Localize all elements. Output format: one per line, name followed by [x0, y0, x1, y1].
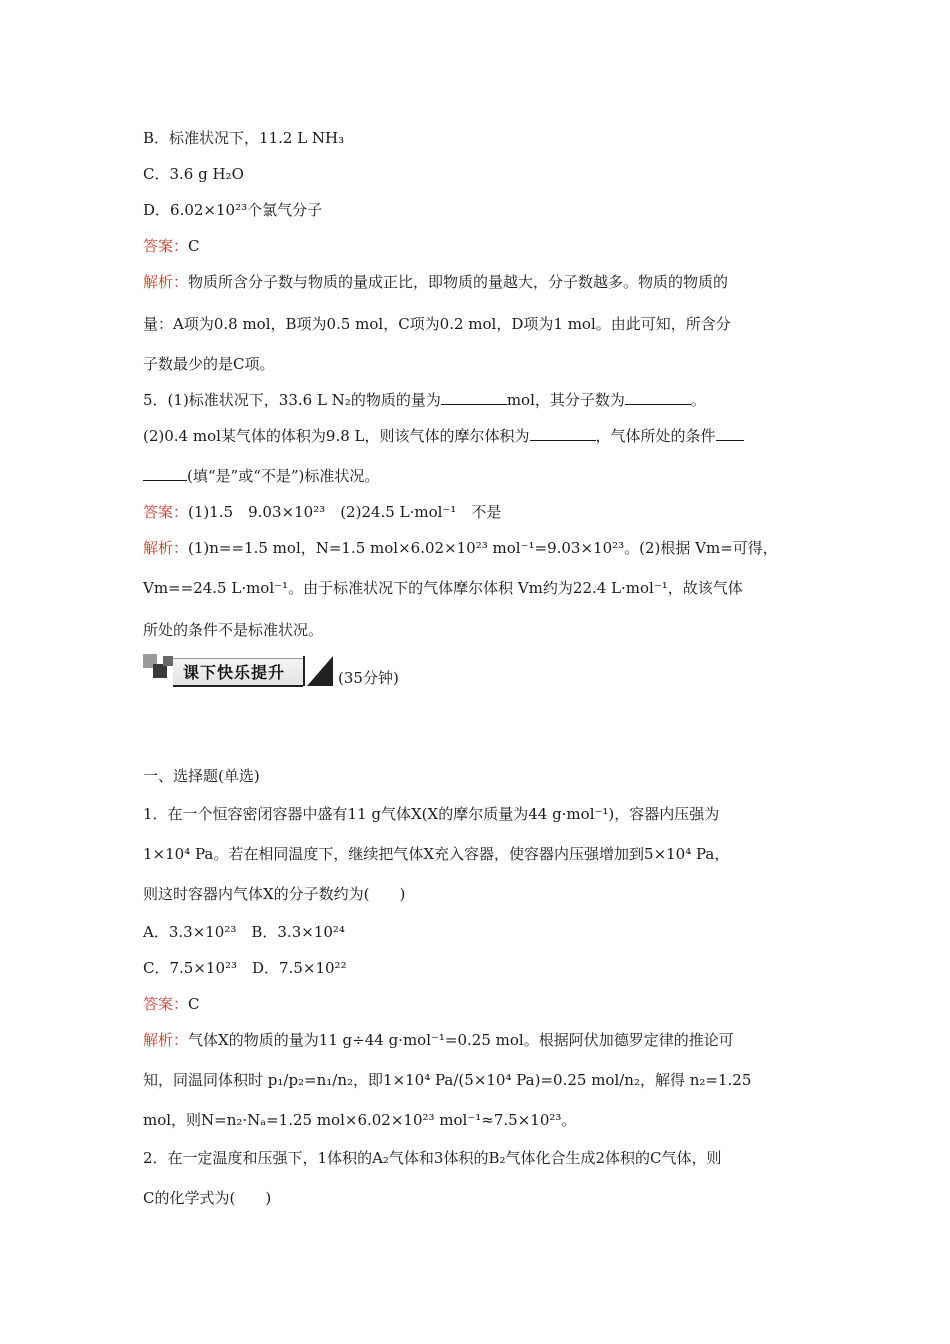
answer-line	[143, 236, 200, 256]
q5-analysis-line-3: 所处的条件不是标准状况。	[143, 621, 324, 639]
question-5-line-3	[143, 466, 379, 486]
q5-text-a: 5．(1)标准状况下，33.6 L N₂的物质的量为	[143, 391, 441, 409]
answer-label: 答案：	[143, 503, 189, 521]
analysis-text: 气体X的物质的量为11 g÷44 g·mol⁻¹=0.25 mol。根据阿伏加德罗定律的推论可	[188, 1031, 734, 1049]
banner-decoration	[153, 664, 167, 678]
q1-answer-line	[143, 994, 200, 1014]
option-c: C．3.6 g H₂O	[143, 165, 244, 183]
question-1-line-3: 则这时容器内气体X的分子数约为( )	[143, 885, 406, 903]
question-5-line-2	[143, 426, 744, 446]
q5-analysis-line-1	[143, 538, 778, 558]
analysis-line-1	[143, 272, 728, 292]
question-2-line-2: C的化学式为( )	[143, 1189, 272, 1207]
question-1-line-2: 1×10⁴ Pa。若在相同温度下，继续把气体X充入容器，使容器内压强增加到5×10⁴ Pa，	[143, 845, 730, 863]
answer-value: C	[188, 237, 200, 255]
q5-analysis-line-2: Vm==24.5 L·mol⁻¹。由于标准状况下的气体摩尔体积 Vm约为22.4 L·mol⁻¹，故该气体	[143, 579, 743, 597]
q1-options-cd: C．7.5×10²³ D．7.5×10²²	[143, 959, 347, 977]
analysis-line-2: 量：A项为0.8 mol，B项为0.5 mol，C项为0.2 mol，D项为1 mol。由此可知，所含分	[143, 315, 731, 333]
fill-blank[interactable]	[441, 390, 507, 405]
question-2-line-1: 2．在一定温度和压强下，1体积的A₂气体和3体积的B₂气体化合生成2体积的C气体，则	[143, 1149, 722, 1167]
section-heading: 一、选择题(单选)	[143, 767, 260, 785]
fill-blank[interactable]	[530, 426, 596, 441]
banner-title: 课下快乐提升	[183, 663, 286, 682]
analysis-label: 解析：	[143, 1031, 189, 1049]
analysis-text: (1)n==1.5 mol，N=1.5 mol×6.02×10²³ mol⁻¹=9.03×10²³。(2)根据 Vm=可得，	[188, 539, 778, 557]
answer-label: 答案：	[143, 237, 189, 255]
banner-triangle-icon	[307, 656, 333, 686]
fill-blank[interactable]	[716, 426, 744, 441]
option-b: B．标准状况下，11.2 L NH₃	[143, 129, 345, 147]
q5-text-d: (2)0.4 mol某气体的体积为9.8 L，则该气体的摩尔体积为	[143, 427, 530, 445]
banner-divider	[303, 656, 305, 686]
q5-answer-line	[143, 502, 501, 522]
q1-analysis-line-1	[143, 1030, 734, 1050]
analysis-label: 解析：	[143, 273, 189, 291]
answer-value: (1)1.5 9.03×10²³ (2)24.5 L·mol⁻¹ 不是	[188, 503, 502, 521]
analysis-line-3: 子数最少的是C项。	[143, 355, 275, 373]
analysis-text: 物质所含分子数与物质的量成正比，即物质的量越大，分子数越多。物质的物质的	[188, 273, 729, 291]
q1-analysis-line-3: mol，则N=n₂·Nₐ=1.25 mol×6.02×10²³ mol⁻¹≈7.5×10²³。	[143, 1111, 577, 1129]
q1-analysis-line-2: 知，同温同体积时 p₁/p₂=n₁/n₂，即1×10⁴ Pa/(5×10⁴ Pa)=0.25 mol/n₂，解得 n₂=1.25	[143, 1071, 752, 1089]
question-1-line-1: 1．在一个恒容密闭容器中盛有11 g气体X(X的摩尔质量为44 g·mol⁻¹)，容器内压强为	[143, 805, 720, 823]
banner-decoration	[163, 656, 173, 666]
fill-blank[interactable]	[143, 466, 187, 481]
fill-blank[interactable]	[625, 390, 691, 405]
analysis-label: 解析：	[143, 539, 189, 557]
section-banner	[143, 654, 333, 688]
q5-text-f: (填“是”或“不是”)标准状况。	[187, 467, 380, 485]
q1-options-ab: A．3.3×10²³ B．3.3×10²⁴	[143, 923, 345, 941]
q5-text-c: 。	[690, 391, 706, 409]
q5-text-e: ，气体所处的条件	[595, 427, 716, 445]
answer-label: 答案：	[143, 995, 189, 1013]
option-d: D．6.02×10²³个氯气分子	[143, 201, 323, 219]
question-5-line-1	[143, 390, 706, 410]
answer-value: C	[188, 995, 200, 1013]
section-duration: (35分钟)	[338, 669, 399, 687]
q5-text-b: mol，其分子数为	[506, 391, 625, 409]
